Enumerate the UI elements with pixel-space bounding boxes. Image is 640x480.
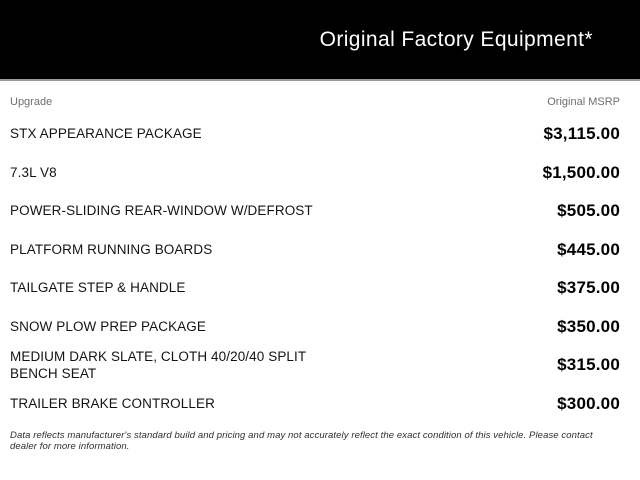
- msrp-price: $350.00: [557, 316, 620, 336]
- upgrade-label: POWER-SLIDING REAR-WINDOW W/DEFROST: [10, 203, 313, 219]
- table-row: [10, 385, 620, 424]
- upgrade-label: TRAILER BRAKE CONTROLLER: [10, 395, 215, 411]
- table-row: [10, 192, 620, 231]
- table-row: [10, 308, 620, 347]
- msrp-price: $375.00: [557, 278, 620, 298]
- column-header-row: [10, 95, 620, 109]
- equipment-rows: [10, 115, 620, 423]
- table-row: [10, 269, 620, 308]
- table-row: [10, 231, 620, 270]
- column-header-msrp: Original MSRP: [547, 96, 620, 108]
- upgrade-label: STX APPEARANCE PACKAGE: [10, 126, 202, 142]
- msrp-price: $505.00: [557, 201, 620, 221]
- header-bar: [0, 0, 640, 81]
- table-row: [10, 346, 620, 385]
- msrp-price: $445.00: [557, 239, 620, 259]
- equipment-table: [0, 95, 640, 452]
- msrp-price: $3,115.00: [543, 124, 620, 144]
- upgrade-label: 7.3L V8: [10, 164, 57, 180]
- msrp-price: $1,500.00: [542, 162, 620, 182]
- table-row: [10, 154, 620, 193]
- column-header-upgrade: Upgrade: [10, 96, 53, 108]
- table-row: [10, 115, 620, 154]
- upgrade-label: MEDIUM DARK SLATE, CLOTH 40/20/40 SPLIT BENCH SEAT: [10, 348, 306, 382]
- upgrade-label: TAILGATE STEP & HANDLE: [10, 280, 186, 296]
- msrp-price: $315.00: [557, 355, 620, 375]
- page-title: Original Factory Equipment*: [319, 27, 593, 51]
- upgrade-label: PLATFORM RUNNING BOARDS: [10, 241, 213, 257]
- msrp-price: $300.00: [557, 393, 620, 413]
- upgrade-label: SNOW PLOW PREP PACKAGE: [10, 318, 206, 334]
- disclaimer-text: Data reflects manufacturer's standard build and pricing and may not accurately reflect the exact condition of this vehicle. Please contact dealer for more information.: [10, 430, 593, 452]
